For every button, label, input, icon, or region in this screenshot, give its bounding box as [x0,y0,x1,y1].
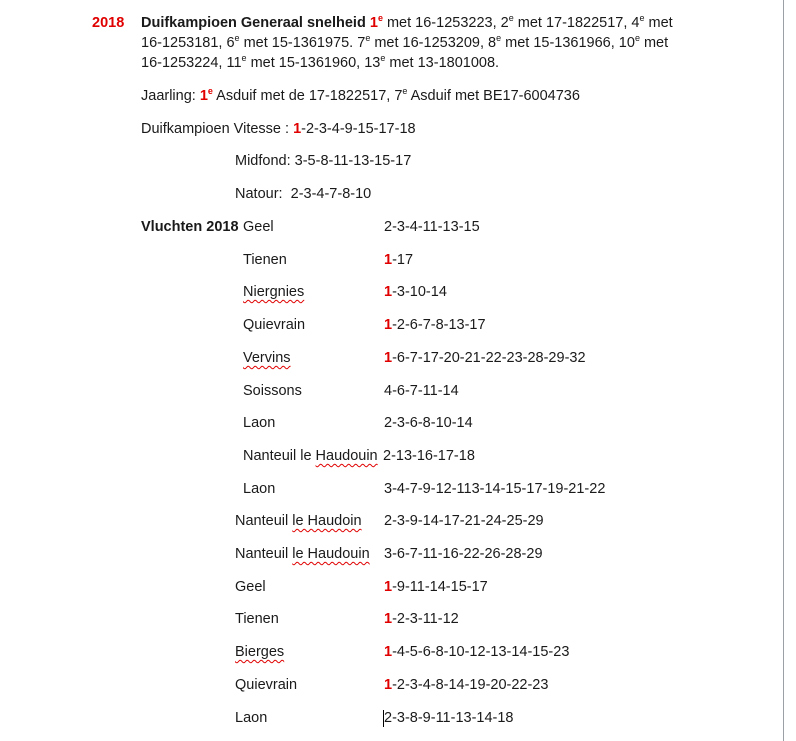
flight-place-text: Tienen [235,611,279,627]
midfond-line [235,152,411,170]
flight-place-text: Niergnies [243,284,305,300]
flight-first-place: 1 [384,317,393,333]
flight-place-text-flagged: le Haudoin [292,513,362,529]
champion-l3-text: met 15-1361960, 13 [246,55,381,71]
flight-result-numbers: -3-10-14 [392,284,447,300]
champion-l2-superscript: e [496,33,502,43]
champion-l3-superscript: e [380,53,386,63]
flight-place-text-flagged: le Haudouin [292,546,370,562]
flight-place [235,610,279,628]
flight-results [384,676,548,694]
champion-l3-superscript: e [241,53,247,63]
flight-place [235,578,266,596]
flight-result-numbers: 2-3-8-9-11-13-14-18 [384,710,514,726]
flight-result-numbers: -2-3-11-12 [392,611,459,627]
flight-place [243,283,304,301]
flight-results [384,316,486,334]
flight-first-place: 1 [384,579,393,595]
flight-result-numbers: 3-4-7-9-12-113-14-15-17-19-21-22 [384,481,606,497]
champion-line-2 [141,34,668,53]
flight-first-place: 1 [384,252,393,268]
flight-results [384,283,447,301]
flight-place-text: Nanteuil [235,546,293,562]
champion-l3-text: 16-1253224, 11 [141,55,242,71]
natour-line [235,185,371,203]
flight-results [384,545,543,563]
champion-line-1 [141,14,673,33]
flight-result-numbers: 3-6-7-11-16-22-26-28-29 [384,546,543,562]
flight-place [235,545,370,563]
champion-l2-superscript: e [234,33,240,43]
flight-results [384,512,544,530]
champion-l1-text: met 16-1253223, 2 [382,15,509,31]
flight-place-text-flagged: Haudouin [315,448,378,464]
flights-title: Vluchten 2018 [141,219,239,235]
flight-place [243,447,378,465]
flight-place-text: Quievrain [243,317,306,333]
flight-place [243,382,302,400]
flight-place-text: Geel [243,219,274,235]
flight-first-place: 1 [384,644,393,660]
champion-title: Duifkampioen Generaal snelheid [141,15,366,31]
year-label: 2018 [92,15,125,31]
champion-l2-text: met 16-1253209, 8 [370,35,497,51]
flight-place-text: Laon [243,415,276,431]
champion-l1-text: met [644,15,673,31]
flight-place [243,414,275,432]
flight-place-text: Geel [235,579,266,595]
champion-l3-text: met 13-1801008. [385,55,500,71]
champion-line-3 [141,54,499,73]
flight-first-place: 1 [384,284,393,300]
champion-l1-text: met 17-1822517, 4 [513,15,640,31]
flight-place [235,709,267,727]
champion-l2-text: met 15-1361975. 7 [239,35,366,51]
flight-results [384,414,473,432]
jaarling-line [141,87,580,106]
flight-place [235,676,297,694]
flight-result-numbers: 2-3-6-8-10-14 [384,415,473,431]
champion-line-1-rest [370,15,673,31]
champion-l2-superscript: e [365,33,371,43]
flight-place-text: Quievrain [235,677,298,693]
flight-result-numbers: 2-13-16-17-18 [383,448,475,464]
flight-place-text: Vervins [243,350,291,366]
page-edge-line [783,0,784,741]
flight-result-numbers: -17 [392,252,414,268]
flight-first-place: 1 [384,350,393,366]
flight-results [384,709,514,727]
flight-result-numbers: -9-11-14-15-17 [392,579,488,595]
vitesse-line [141,120,416,138]
flight-place [243,349,291,367]
flight-result-numbers: -6-7-17-20-21-22-23-28-29-32 [392,350,586,366]
flight-place-text: Tienen [243,252,287,268]
jaarling-text: Asduif met BE17-6004736 [407,88,580,104]
midfond-label: Midfond: [235,153,291,169]
champion-l2-text: met 15-1361966, 10 [501,35,635,51]
flight-results [384,610,459,628]
flight-result-numbers: 2-3-4-11-13-15 [384,219,480,235]
flight-results [384,643,569,661]
flight-place-text: Laon [243,481,276,497]
flight-result-numbers: 2-3-9-14-17-21-24-25-29 [384,513,544,529]
flight-result-numbers: -2-3-4-8-14-19-20-22-23 [392,677,549,693]
champion-l2-text: met [639,35,669,51]
flight-place [235,512,362,530]
jaarling-superscript: e [402,86,408,96]
flight-first-place: 1 [384,611,393,627]
flight-first-place: 1 [384,677,393,693]
jaarling-rank: 1 [199,88,208,104]
midfond-value: 3-5-8-11-13-15-17 [294,153,412,169]
champion-l2-text: 16-1253181, 6 [141,35,235,51]
vitesse-rank: 1 [293,121,302,137]
flight-place-text: Nanteuil [235,513,293,529]
natour-label: Natour: [235,186,283,202]
flight-place [243,251,287,269]
flight-place-text: Nanteuil le [243,448,316,464]
flight-place-text: Laon [235,710,268,726]
flight-result-numbers: -4-5-6-8-10-12-13-14-15-23 [392,644,570,660]
flight-results [384,218,480,236]
flight-results [384,480,605,498]
flight-result-numbers: 4-6-7-11-14 [384,383,459,399]
flight-place [243,480,275,498]
jaarling-text: Jaarling: [141,88,200,104]
champion-l1-rank: 1 [369,15,378,31]
flight-results [384,382,459,400]
vitesse-text: Duifkampioen Vitesse : [141,121,294,137]
flight-place [235,643,284,661]
flight-place-text: Bierges [235,644,285,660]
champion-l1-superscript: e [639,13,645,23]
flight-place [243,316,305,334]
vitesse-text: -2-3-4-9-15-17-18 [301,121,416,137]
natour-value: 2-3-4-7-8-10 [290,186,372,202]
flight-place-text: Soissons [243,383,302,399]
flight-result-numbers: -2-6-7-8-13-17 [392,317,486,333]
champion-l1-superscript: e [377,13,383,23]
jaarling-text: Asduif met de 17-1822517, 7 [212,88,403,104]
champion-l1-superscript: e [508,13,514,23]
flight-results [384,349,586,367]
flight-place [243,218,274,236]
jaarling-superscript: e [207,86,213,96]
flight-results [384,251,413,269]
champion-l2-superscript: e [634,33,640,43]
flight-results [383,447,475,465]
flight-results [384,578,488,596]
text-cursor [383,710,384,727]
